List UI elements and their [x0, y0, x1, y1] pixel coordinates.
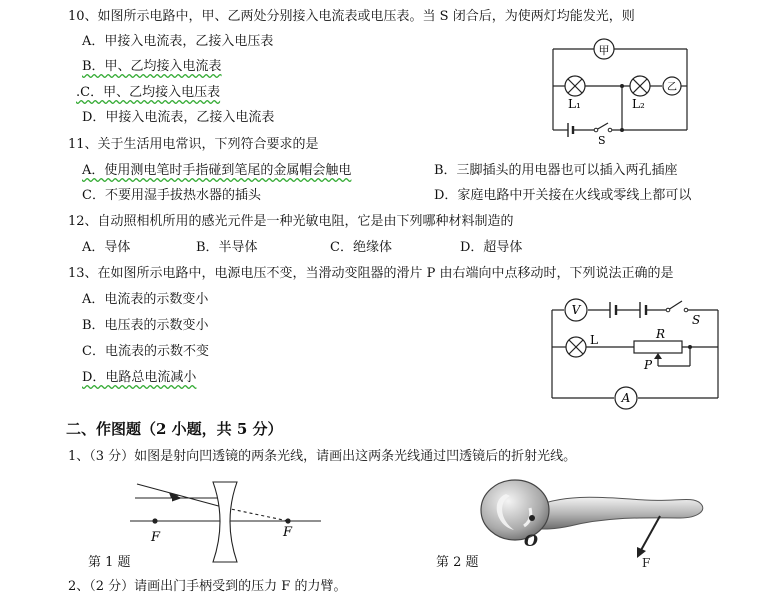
q13-option-b: B．电压表的示数变小 — [82, 318, 209, 333]
q13-option-d: D．电路总电流减小 — [82, 370, 197, 385]
q11-stem: 11、关于生活用电常识，下列符合要求的是 — [68, 137, 319, 152]
q11-option-a: A．使用测电笔时手指碰到笔尾的金属帽会触电 — [82, 163, 352, 178]
q13-option-a: A．电流表的示数变小 — [82, 292, 209, 307]
q12-option-d: D．超导体 — [460, 240, 523, 255]
q13-stem: 13、在如图所示电路中，电源电压不变，当滑动变阻器的滑片 P 由右端向中点移动时，下列说法正确的是 — [68, 266, 674, 281]
q13-a-label: A — [621, 391, 631, 405]
q13-v-label: V — [571, 303, 581, 317]
concave-lens-diagram — [125, 478, 330, 568]
q12-option-a: A．导体 — [82, 240, 131, 255]
q13-p-label: P — [644, 358, 653, 372]
figure-2-caption: 第 2 题 — [436, 555, 479, 570]
q10-l1-label: L₁ — [568, 97, 581, 111]
q12-option-c: C．绝缘体 — [330, 240, 392, 255]
force-f-label: F — [642, 556, 651, 570]
q13-s-label: S — [692, 313, 701, 327]
door-handle-diagram — [470, 470, 720, 570]
section-2-title: 二、作图题（2 小题，共 5 分） — [66, 420, 283, 438]
drawing-q1-stem: 1、（3 分）如图是射向凹透镜的两条光线，请画出这两条光线通过凹透镜后的折射光线。 — [68, 449, 577, 464]
figure-1-caption: 第 1 题 — [88, 555, 131, 570]
q11-option-b: B．三脚插头的用电器也可以插入两孔插座 — [434, 163, 678, 178]
f-left-label: F — [151, 530, 161, 545]
q10-s-label: S — [598, 134, 606, 147]
q11-option-c: C．不要用湿手拔热水器的插头 — [82, 188, 261, 203]
q10-option-a: A．甲接入电流表，乙接入电压表 — [82, 34, 274, 49]
q12-stem: 12、自动照相机所用的感光元件是一种光敏电阻，它是由下列哪种材料制造的 — [68, 214, 514, 229]
q10-option-c: .C．甲、乙均接入电压表 — [76, 85, 221, 100]
q10-option-b: B．甲、乙均接入电流表 — [82, 59, 222, 74]
q10-option-d: D．甲接入电流表，乙接入电流表 — [82, 110, 275, 125]
q10-circuit-diagram — [540, 34, 700, 147]
q13-l-label: L — [590, 333, 598, 347]
q13-option-c: C．电流表的示数不变 — [82, 344, 209, 359]
q10-stem: 10、如图所示电路中，甲、乙两处分别接入电流表或电压表。当 S 闭合后，为使两灯均能发光，则 — [68, 9, 635, 24]
q10-yi-label: 乙 — [667, 82, 677, 93]
pivot-o-label: O — [524, 531, 538, 550]
q12-option-b: B．半导体 — [196, 240, 258, 255]
q10-jia-label: 甲 — [598, 44, 610, 57]
q13-circuit-diagram — [540, 292, 730, 420]
q10-l2-label: L₂ — [632, 97, 645, 111]
q11-option-d: D．家庭电路中开关接在火线或零线上都可以 — [434, 188, 692, 203]
f-right-label: F — [283, 525, 293, 540]
drawing-q2-stem: 2、（2 分）请画出门手柄受到的压力 F 的力臂。 — [68, 579, 347, 594]
q13-r-label: R — [656, 327, 666, 341]
